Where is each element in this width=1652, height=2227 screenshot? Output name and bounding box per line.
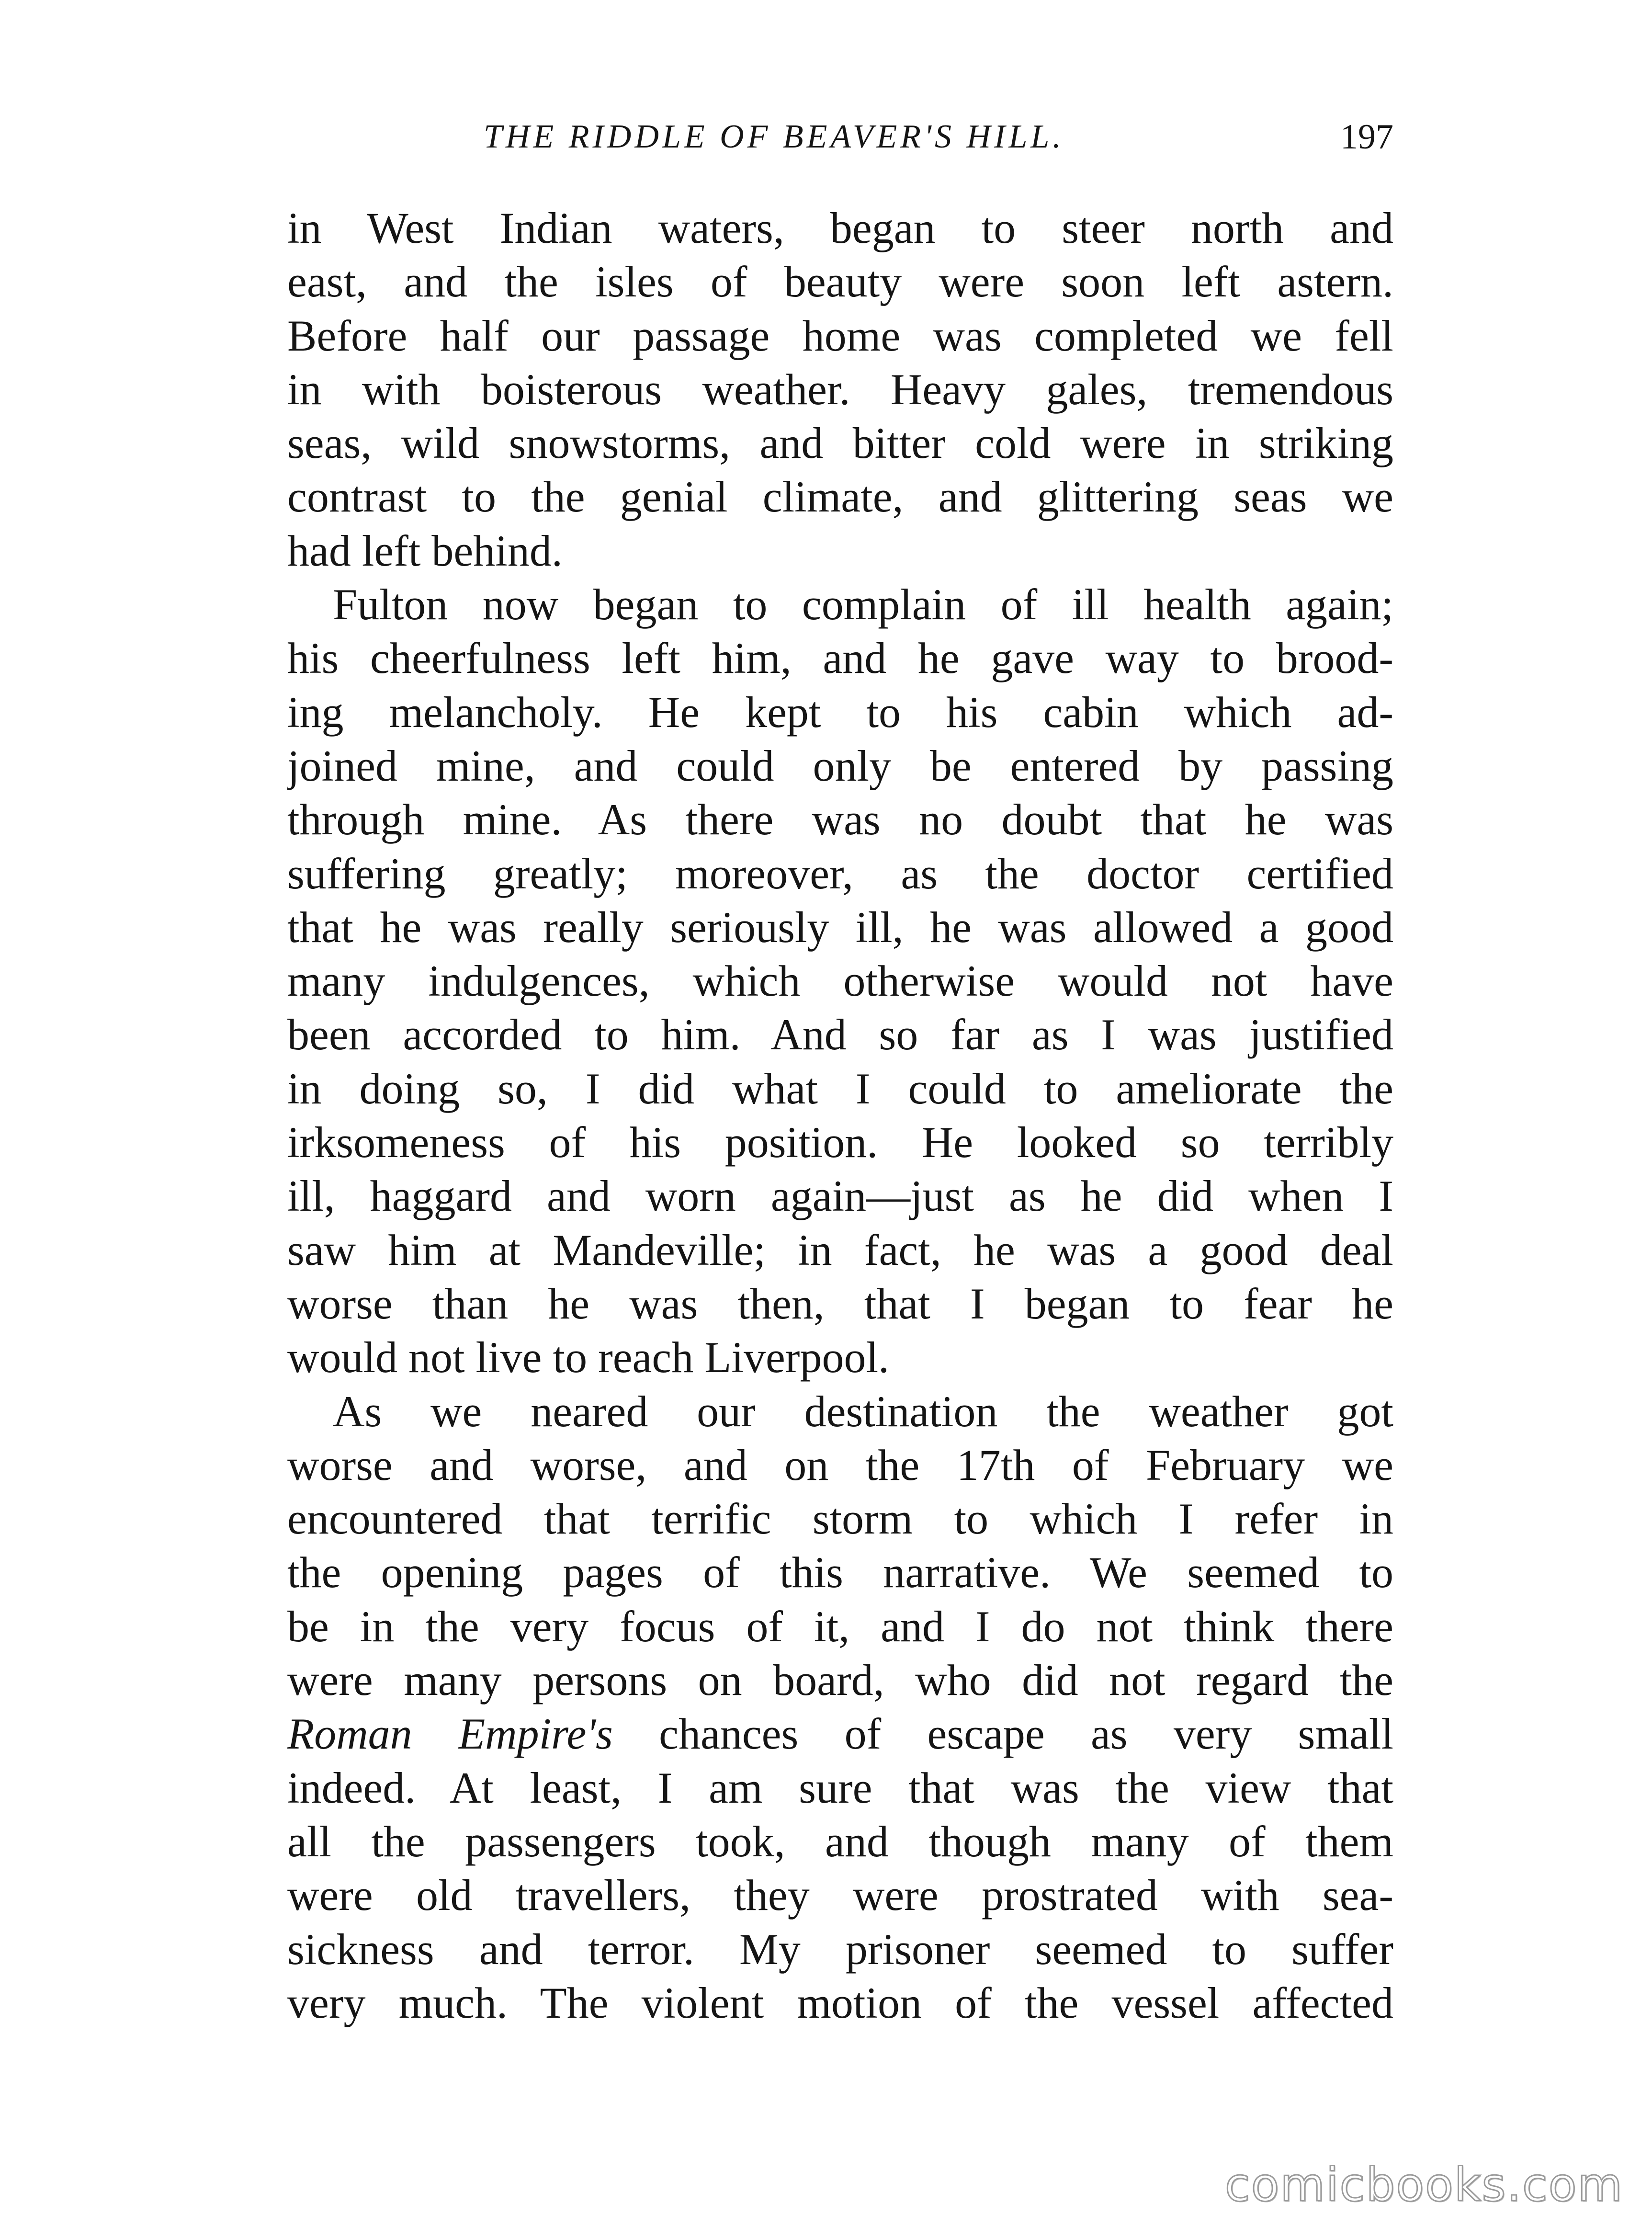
text-line: seas, wild snowstorms, and bitter cold were in striking <box>287 419 1393 468</box>
text-line: in doing so, I did what I could to ameliorate the <box>287 1064 1393 1113</box>
text-line: Fulton now began to complain of ill health again; <box>333 580 1393 629</box>
text-line: As we neared our destination the weather got <box>333 1386 1393 1436</box>
page-number: 197 <box>1340 117 1393 157</box>
text-line: worse than he was then, that I began to fear he <box>287 1279 1393 1328</box>
text-line: that he was really seriously ill, he was allowed a good <box>287 902 1393 952</box>
text-line: been accorded to him. And so far as I was justified <box>287 1010 1393 1059</box>
text-line: contrast to the genial climate, and glittering seas we <box>287 472 1393 522</box>
text-line: very much. The violent motion of the vessel affected <box>287 1978 1393 2027</box>
text-line: east, and the isles of beauty were soon left astern. <box>287 257 1393 307</box>
text-line: ing melancholy. He kept to his cabin which ad- <box>287 687 1393 737</box>
text-line: would not live to reach Liverpool. <box>287 1333 890 1382</box>
text-line <box>287 1707 1393 1761</box>
text-line: through mine. As there was no doubt that he was <box>287 795 1393 844</box>
body-text <box>287 201 1393 2030</box>
text-line: his cheerfulness left him, and he gave way to brood- <box>287 634 1393 683</box>
text-line: in West Indian waters, began to steer north and <box>287 204 1393 252</box>
running-title: THE RIDDLE OF BEAVER'S HILL. <box>484 118 1064 155</box>
text-line: indeed. At least, I am sure that was the view that <box>287 1763 1393 1812</box>
text-line-rest: chances of escape as very small <box>659 1709 1393 1759</box>
text-line: encountered that terrific storm to which I refer in <box>287 1494 1393 1544</box>
text-line: worse and worse, and on the 17th of February we <box>287 1440 1393 1489</box>
running-head <box>287 113 1393 166</box>
text-line: had left behind. <box>287 526 563 575</box>
text-line: were old travellers, they were prostrated with sea- <box>287 1871 1393 1920</box>
ship-name: Roman Empire's <box>287 1709 613 1759</box>
text-line: all the passengers took, and though many of them <box>287 1817 1393 1866</box>
text-line: ill, haggard and worn again—just as he did when I <box>287 1171 1393 1221</box>
text-line: many indulgences, which otherwise would not have <box>287 956 1393 1006</box>
text-line: in with boisterous weather. Heavy gales, tremendous <box>287 364 1393 414</box>
text-line: irksomeness of his position. He looked so terribly <box>287 1118 1393 1167</box>
text-line: joined mine, and could only be entered by passing <box>287 741 1393 790</box>
text-line: saw him at Mandeville; in fact, he was a good deal <box>287 1225 1393 1274</box>
text-line: sickness and terror. My prisoner seemed to suffer <box>287 1924 1393 1974</box>
text-line: be in the very focus of it, and I do not think there <box>287 1602 1393 1651</box>
watermark: comicbooks.com <box>1224 2158 1623 2212</box>
text-line: the opening pages of this narrative. We seemed to <box>287 1548 1393 1597</box>
text-line: Before half our passage home was completed we fell <box>287 311 1393 360</box>
text-line: suffering greatly; moreover, as the doctor certified <box>287 849 1393 898</box>
text-line: were many persons on board, who did not regard the <box>287 1656 1393 1705</box>
